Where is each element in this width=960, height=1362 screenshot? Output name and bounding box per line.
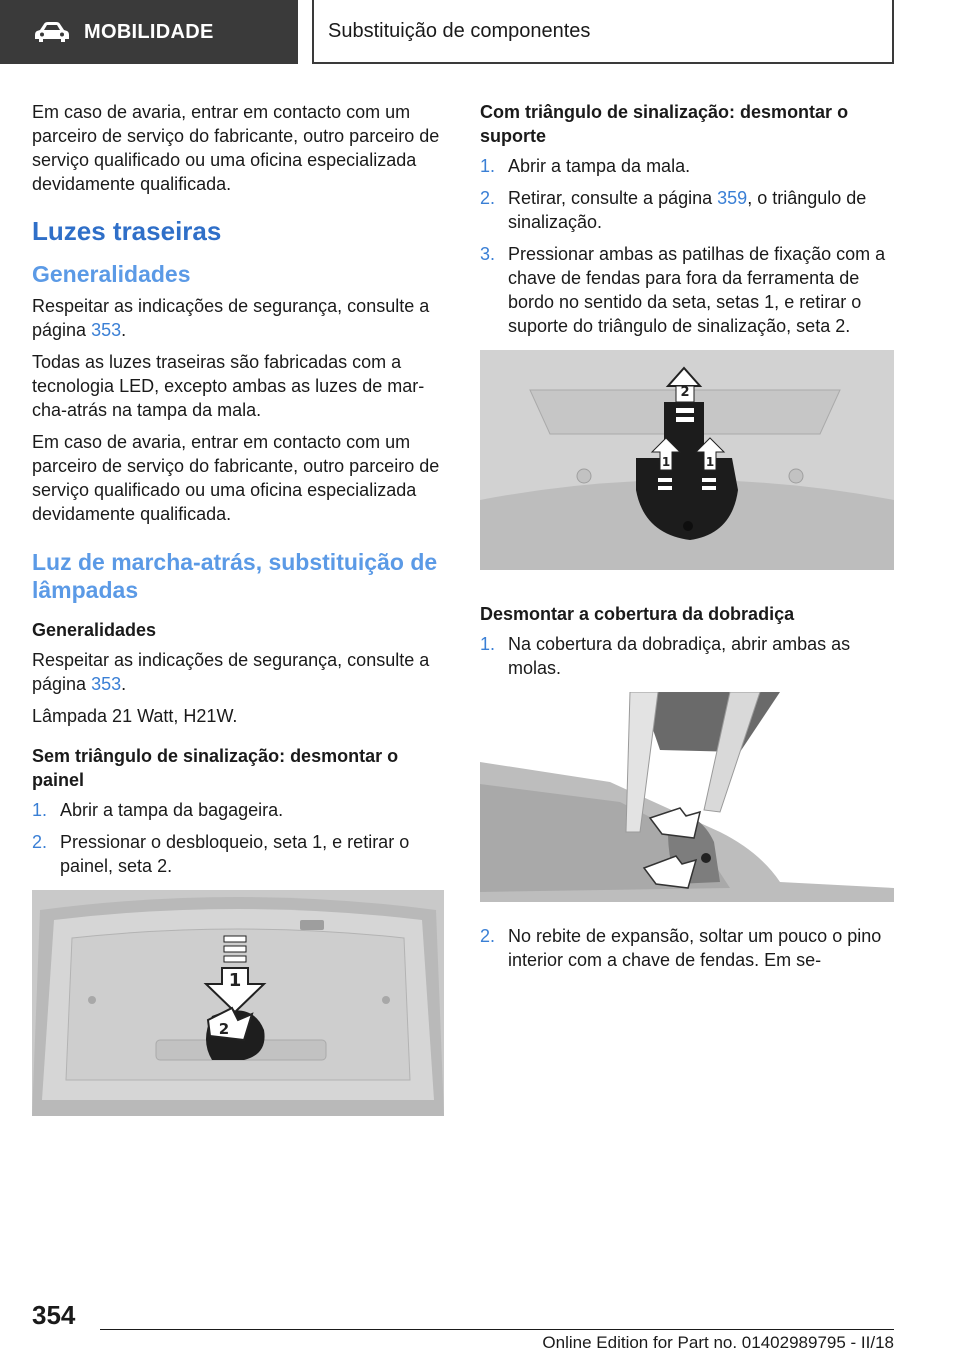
subheading-generalidades: Generalidades — [32, 620, 157, 640]
car-icon — [34, 20, 70, 44]
section-title: Substituição de componentes — [328, 19, 591, 42]
safety-paragraph — [32, 294, 444, 342]
step-text: Na cobertura da dobradiça, abrir ambas as molas. — [508, 634, 851, 678]
bracket-illustration — [480, 350, 894, 570]
list-item — [32, 798, 444, 822]
arrow-label-1: 1 — [661, 455, 671, 469]
page-link-359[interactable]: 359 — [717, 188, 748, 208]
chapter-title: MOBILIDADE — [84, 20, 214, 43]
chapter-tab — [0, 0, 298, 64]
step-text — [508, 186, 894, 234]
intro-paragraph: Em caso de avaria, entrar em contacto com um parceiro de serviço do fabricante, outro parceiro de serviço qualificado ou uma oficina especializada devidamente qualificada. — [32, 102, 440, 194]
step-text: Pressionar o desbloqueio, seta 1, e retirar o painel, seta 2. — [60, 832, 410, 876]
safety-text: Respeitar as indicações de segurança, consulte a página — [32, 296, 430, 340]
heading-luzes-traseiras: Luzes traseiras — [32, 216, 222, 246]
bulb-spec: Lâmpada 21 Watt, H21W. — [32, 706, 238, 726]
steps-com-triangulo — [480, 154, 894, 338]
step-number: 2. — [480, 926, 496, 946]
trunk-illustration — [32, 890, 444, 1116]
arrow-label-1: 1 — [228, 970, 242, 991]
heading-com-triangulo: Com triângulo de sinalização: desmontar o suporte — [480, 102, 849, 146]
repair-paragraph: Em caso de avaria, entrar em contacto com um parceiro de serviço do fabricante, outro parceiro de serviço qualificado ou uma oficina especializada devidamente qualificada. — [32, 432, 440, 524]
heading-luz-marcha-atras: Luz de marcha-atrás, substituição de lâmpadas — [32, 549, 438, 603]
list-item — [32, 830, 444, 878]
left-column — [32, 100, 444, 1116]
arrow-label-1: 1 — [705, 455, 715, 469]
list-item — [480, 924, 894, 972]
step-text: No rebite de expansão, soltar um pouco o pino interior com a chave de fendas. Em se- — [508, 926, 882, 970]
heading-dobradica: Desmontar a cobertura da dobradiça — [480, 604, 795, 624]
step-number: 1. — [32, 800, 48, 820]
step-number: 2. — [480, 188, 496, 208]
right-column — [480, 100, 894, 980]
trunk-panel-figure — [32, 890, 444, 1116]
edition-text: Online Edition for Part no. 01402989795 - II/18 — [542, 1333, 894, 1352]
steps-dobradica-2 — [480, 924, 894, 972]
step-number: 1. — [480, 634, 496, 654]
list-item — [480, 154, 894, 178]
step-text: Pressionar ambas as patilhas de fixação com a chave de fendas para fora da ferramenta de bordo no sentido da seta, setas 1, e retirar o suporte do triângulo de sinalização, seta 2. — [508, 244, 886, 336]
page-link-353-b[interactable]: 353 — [91, 674, 122, 694]
step-number: 3. — [480, 244, 496, 264]
safety-text-end: . — [121, 320, 127, 340]
steps-sem-triangulo — [32, 798, 444, 878]
step-text-part: Retirar, consulte a página — [508, 188, 718, 208]
footer-divider — [100, 1329, 894, 1330]
page-number: 354 — [32, 1300, 76, 1330]
step-text: Abrir a tampa da bagageira. — [60, 800, 284, 820]
list-item — [480, 632, 894, 680]
arrow-label-2: 2 — [680, 385, 690, 400]
step-number: 1. — [480, 156, 496, 176]
hinge-cover-figure — [480, 692, 894, 902]
list-item — [480, 242, 894, 338]
step-text: Abrir a tampa da mala. — [508, 156, 691, 176]
heading-sem-triangulo: Sem triângulo de sinalização: desmontar o painel — [32, 746, 399, 790]
list-item — [480, 186, 894, 234]
hinge-illustration — [480, 692, 894, 902]
triangle-bracket-figure — [480, 350, 894, 570]
step-number: 2. — [32, 832, 48, 852]
led-paragraph: Todas as luzes traseiras são fabricadas com a tecnologia LED, excepto ambas as luzes de marcha-atrás na tampa da mala. — [32, 352, 425, 420]
page-link-353[interactable]: 353 — [91, 320, 122, 340]
safety-text-2-end: . — [121, 674, 127, 694]
step-text-part: , o triângulo de sinalização. — [508, 188, 867, 232]
section-header — [312, 0, 894, 64]
arrow-label-2: 2 — [218, 1020, 230, 1038]
steps-dobradica-1 — [480, 632, 894, 680]
safety-paragraph-2 — [32, 648, 444, 696]
heading-generalidades: Generalidades — [32, 261, 191, 287]
safety-text-2: Respeitar as indicações de segurança, consulte a página — [32, 650, 430, 694]
